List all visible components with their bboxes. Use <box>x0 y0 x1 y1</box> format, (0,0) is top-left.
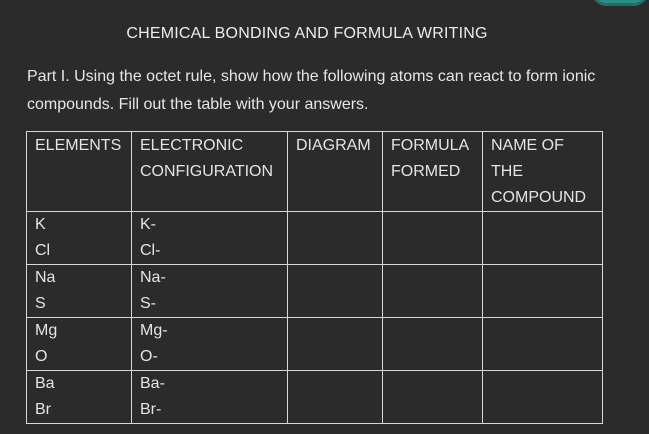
compound-name-cell[interactable] <box>483 371 603 424</box>
element-symbol: Mg <box>35 322 58 339</box>
header-diagram <box>288 132 383 212</box>
configuration-entry: Br- <box>140 401 162 418</box>
elements-cell <box>27 265 132 318</box>
corner-badge-icon <box>591 0 649 6</box>
table-row <box>27 318 603 371</box>
header-text: THE <box>491 163 523 180</box>
configuration-cell[interactable] <box>132 318 288 371</box>
configuration-entry: K- <box>140 216 156 233</box>
compound-name-cell[interactable] <box>483 265 603 318</box>
configuration-cell[interactable] <box>132 265 288 318</box>
table-row <box>27 212 603 265</box>
element-symbol: O <box>35 348 48 365</box>
instructions-text: Part I. Using the octet rule, show how the following atoms can react to form ionic compounds. Fill out the table with your answers. <box>27 68 596 113</box>
header-text: COMPOUND <box>491 189 587 206</box>
element-symbol: Br <box>35 401 51 418</box>
formula-cell[interactable] <box>383 318 483 371</box>
header-text: FORMED <box>391 163 461 180</box>
table-row <box>27 371 603 424</box>
elements-cell <box>27 212 132 265</box>
configuration-entry: O- <box>140 348 158 365</box>
table-row <box>27 265 603 318</box>
formula-cell[interactable] <box>383 212 483 265</box>
element-symbol: S <box>35 295 46 312</box>
configuration-entry: S- <box>140 295 156 312</box>
header-text: FORMULA <box>391 137 470 154</box>
header-text: DIAGRAM <box>296 137 371 154</box>
element-symbol: K <box>35 216 46 233</box>
diagram-cell[interactable] <box>288 371 383 424</box>
element-symbol: Ba <box>35 375 55 392</box>
formula-cell[interactable] <box>383 265 483 318</box>
header-text: ELECTRONIC <box>140 137 244 154</box>
elements-cell <box>27 371 132 424</box>
configuration-entry: Cl- <box>140 242 161 259</box>
compound-name-cell[interactable] <box>483 212 603 265</box>
header-formula-formed <box>383 132 483 212</box>
configuration-entry: Mg- <box>140 322 168 339</box>
element-symbol: Cl <box>35 242 51 259</box>
header-name-of-compound <box>483 132 603 212</box>
configuration-entry: Ba- <box>140 375 165 392</box>
elements-cell <box>27 318 132 371</box>
header-text: ELEMENTS <box>35 137 122 154</box>
diagram-cell[interactable] <box>288 212 383 265</box>
configuration-cell[interactable] <box>132 371 288 424</box>
diagram-cell[interactable] <box>288 318 383 371</box>
header-elements <box>27 132 132 212</box>
configuration-cell[interactable] <box>132 212 288 265</box>
page-title: CHEMICAL BONDING AND FORMULA WRITING <box>126 25 488 42</box>
header-text: NAME OF <box>491 137 564 154</box>
header-electronic-configuration <box>132 132 288 212</box>
compound-name-cell[interactable] <box>483 318 603 371</box>
diagram-cell[interactable] <box>288 265 383 318</box>
table-header-row <box>27 132 603 212</box>
answer-table <box>26 131 603 424</box>
formula-cell[interactable] <box>383 371 483 424</box>
configuration-entry: Na- <box>140 269 166 286</box>
element-symbol: Na <box>35 269 56 286</box>
header-text: CONFIGURATION <box>140 163 274 180</box>
